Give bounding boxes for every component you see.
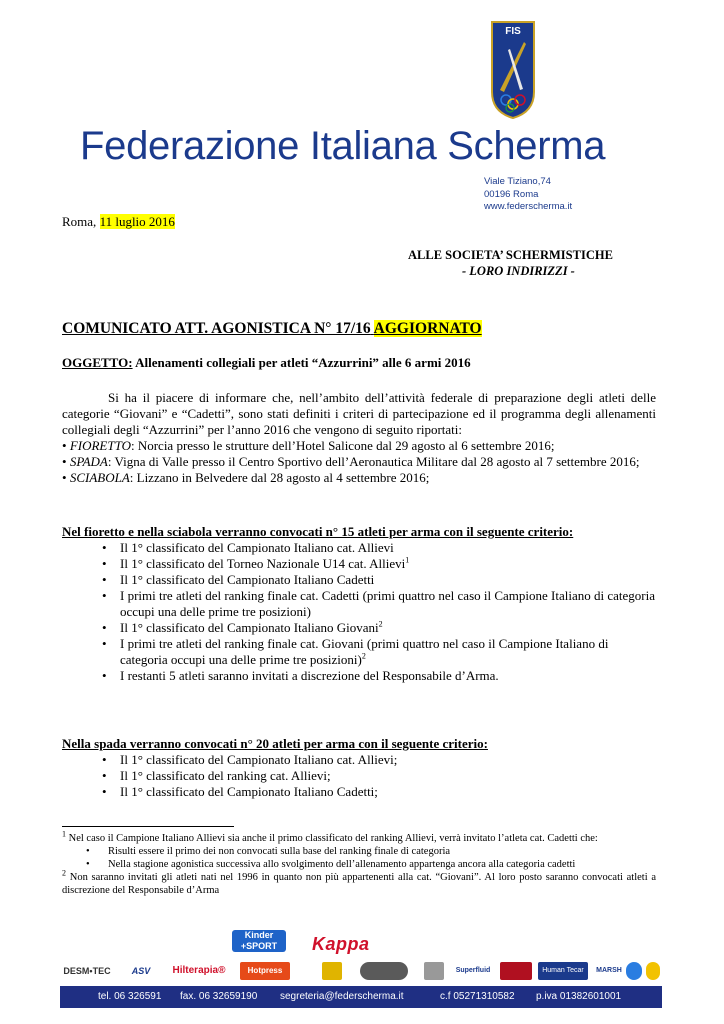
criteria-list-spada: [62, 752, 656, 800]
footnote-ref: 1: [405, 555, 410, 565]
superfluid-logo: Superfluid: [455, 967, 491, 974]
footnote-ref: 2: [361, 651, 366, 661]
place-date: [62, 214, 175, 230]
recipient-line-2: - LORO INDIRIZZI -: [462, 264, 575, 278]
list-item: • Il 1° classificato del Campionato Italiano Cadetti: [62, 572, 656, 588]
venue-fioretto: • FIORETTO: Norcia presso le strutture dell’Hotel Salicone dal 29 agosto al 6 settembre 2016;: [62, 438, 555, 453]
fis-crest-icon: [490, 20, 536, 120]
hotpress-logo: Hotpress: [240, 962, 290, 980]
organization-address: [484, 176, 572, 214]
sponsor-red-logo: [500, 962, 532, 980]
venue-sciabola: • SCIABOLA: Lizzano in Belvedere dal 28 agosto al 4 settembre 2016;: [62, 470, 430, 485]
footnote-ref: 2: [378, 619, 383, 629]
desmotec-logo: DESM•TEC: [63, 966, 111, 976]
body-text: [62, 390, 656, 486]
weapon-name: SCIABOLA: [69, 470, 130, 485]
venue-spada: • SPADA: Vigna di Valle presso il Centro Sportivo dell’Aeronautica Militare dal 28 agosto al 7 settembre 2016;: [62, 454, 640, 469]
address-website: www.federscherma.it: [484, 201, 573, 212]
footnote-1-list: [62, 845, 656, 871]
communique-title: [62, 320, 482, 338]
criteria-list-fioretto-sciabola: [62, 540, 656, 684]
address-street: Viale Tiziano,74: [484, 176, 551, 187]
footnote-divider: [62, 826, 234, 827]
kinder-sport-logo: Kinder +SPORT: [232, 930, 286, 952]
list-item: • Risulti essere il primo dei non convocati sulla base del ranking finale di categoria: [62, 845, 656, 858]
section-heading-fioretto-sciabola: Nel fioretto e nella sciabola verranno convocati n° 15 atleti per arma con il seguente criterio:: [62, 524, 574, 539]
list-item: • Il 1° classificato del Torneo Nazionale U14 cat. Allievi$^1$: [62, 556, 656, 572]
human-tecar-logo: Human Tecar: [538, 962, 588, 980]
subject-label: OGGETTO:: [62, 355, 133, 370]
footnote-mark: 1: [62, 829, 66, 839]
venue-text: : Norcia presso le strutture dell’Hotel Salicone dal 29 agosto al 6 settembre 2016;: [130, 438, 555, 453]
marsh-logo: MARSH: [596, 967, 622, 974]
contact-tel: tel. 06 326591: [98, 991, 162, 1002]
list-item: • I restanti 5 atleti saranno invitati a discrezione del Responsabile d’Arma.: [62, 668, 656, 684]
footnote-mark: 2: [62, 868, 66, 878]
list-item: • Il 1° classificato del Campionato Italiano Cadetti;: [62, 784, 656, 800]
section-heading-spada: Nella spada verranno convocati n° 20 atleti per arma con il seguente criterio:: [62, 736, 488, 751]
date: 11 luglio 2016: [99, 214, 175, 229]
contact-cf: c.f 05271310582: [440, 991, 515, 1002]
fis-logo: [490, 20, 536, 120]
sponsor-logo: [424, 962, 444, 980]
weapon-name: FIORETTO: [69, 438, 131, 453]
kappa-logo: Kappa: [312, 934, 370, 954]
contact-bar: [60, 986, 662, 1008]
contact-fax: fax. 06 32659190: [180, 991, 258, 1002]
recipient-line-1: ALLE SOCIETA’ SCHERMISTICHE: [408, 248, 613, 262]
sponsor-oval-logo: [360, 962, 408, 980]
logo-text: FIS: [505, 26, 521, 37]
address-city: 00196 Roma: [484, 188, 539, 200]
asv-logo: ASV: [131, 966, 151, 976]
subject-text: Allenamenti collegiali per atleti “Azzurrini” alle 6 armi 2016: [135, 355, 471, 370]
list-item: • I primi tre atleti del ranking finale cat. Giovani (primi quattro nel caso il Campione Italiano di categoria occupi una delle prime tre posizioni)$^2$: [62, 636, 656, 668]
list-item: • I primi tre atleti del ranking finale cat. Cadetti (primi quattro nel caso il Campione Italiano di categoria occupi una delle prime tre posizioni): [62, 588, 656, 620]
subject-line: [62, 355, 471, 371]
venue-text: : Vigna di Valle presso il Centro Sportivo dell’Aeronautica Militare dal 28 agosto al 7 settembre 2016;: [107, 454, 640, 469]
title-main: COMUNICATO ATT. AGONISTICA N° 17/16: [62, 320, 371, 337]
sponsor-crest-logo: [322, 962, 342, 980]
list-item: • Il 1° classificato del Campionato Italiano Giovani$^2$: [62, 620, 656, 636]
title-highlight: AGGIORNATO: [373, 320, 482, 337]
footnotes: [62, 829, 657, 897]
intro-paragraph: Si ha il piacere di informare che, nell’ambito dell’attività federale di preparazione degli atleti delle categorie “Giovani” e “Cadetti”, sono stati definiti i criteri di partecipazione ed il programma degli allenamenti collegiali degli “Azzurrini” per l’anno 2016 che vengono di seguito riportati:: [62, 390, 656, 437]
sponsor-round-logo: [626, 962, 642, 980]
list-item: • Il 1° classificato del Campionato Italiano cat. Allievi: [62, 540, 656, 556]
list-item: • Il 1° classificato del Campionato Italiano cat. Allievi;: [62, 752, 656, 768]
venue-text: : Lizzano in Belvedere dal 28 agosto al 4 settembre 2016;: [129, 470, 430, 485]
contact-piva: p.iva 01382601001: [536, 991, 622, 1002]
list-item: • Il 1° classificato del ranking cat. Allievi;: [62, 768, 656, 784]
weapon-name: SPADA: [69, 454, 108, 469]
sponsor-round-logo: [646, 962, 660, 980]
contact-email: segreteria@federscherma.it: [280, 991, 404, 1002]
place: Roma,: [62, 214, 97, 229]
hilterapia-logo: Hilterapia®: [172, 965, 226, 976]
list-item: • Nella stagione agonistica successiva allo svolgimento dell’allenamento appartenga ancora alla categoria cadetti: [62, 858, 656, 871]
sponsor-logos-row: [60, 962, 660, 982]
organization-name: Federazione Italiana Scherma: [80, 124, 606, 168]
footnote-2: $^2$ Non saranno invitati gli atleti nati nel 1996 in quanto non più appartenenti alla cat. “Giovani”. Al loro posto saranno convocati atleti a discrezione del Responsabile d’Arma: [62, 868, 657, 896]
footnote-1: $^1$ Nel caso il Campione Italiano Allievi sia anche il primo classificato del ranking Allievi, verrà invitato l’atleta cat. Cadetti che:: [62, 829, 598, 844]
